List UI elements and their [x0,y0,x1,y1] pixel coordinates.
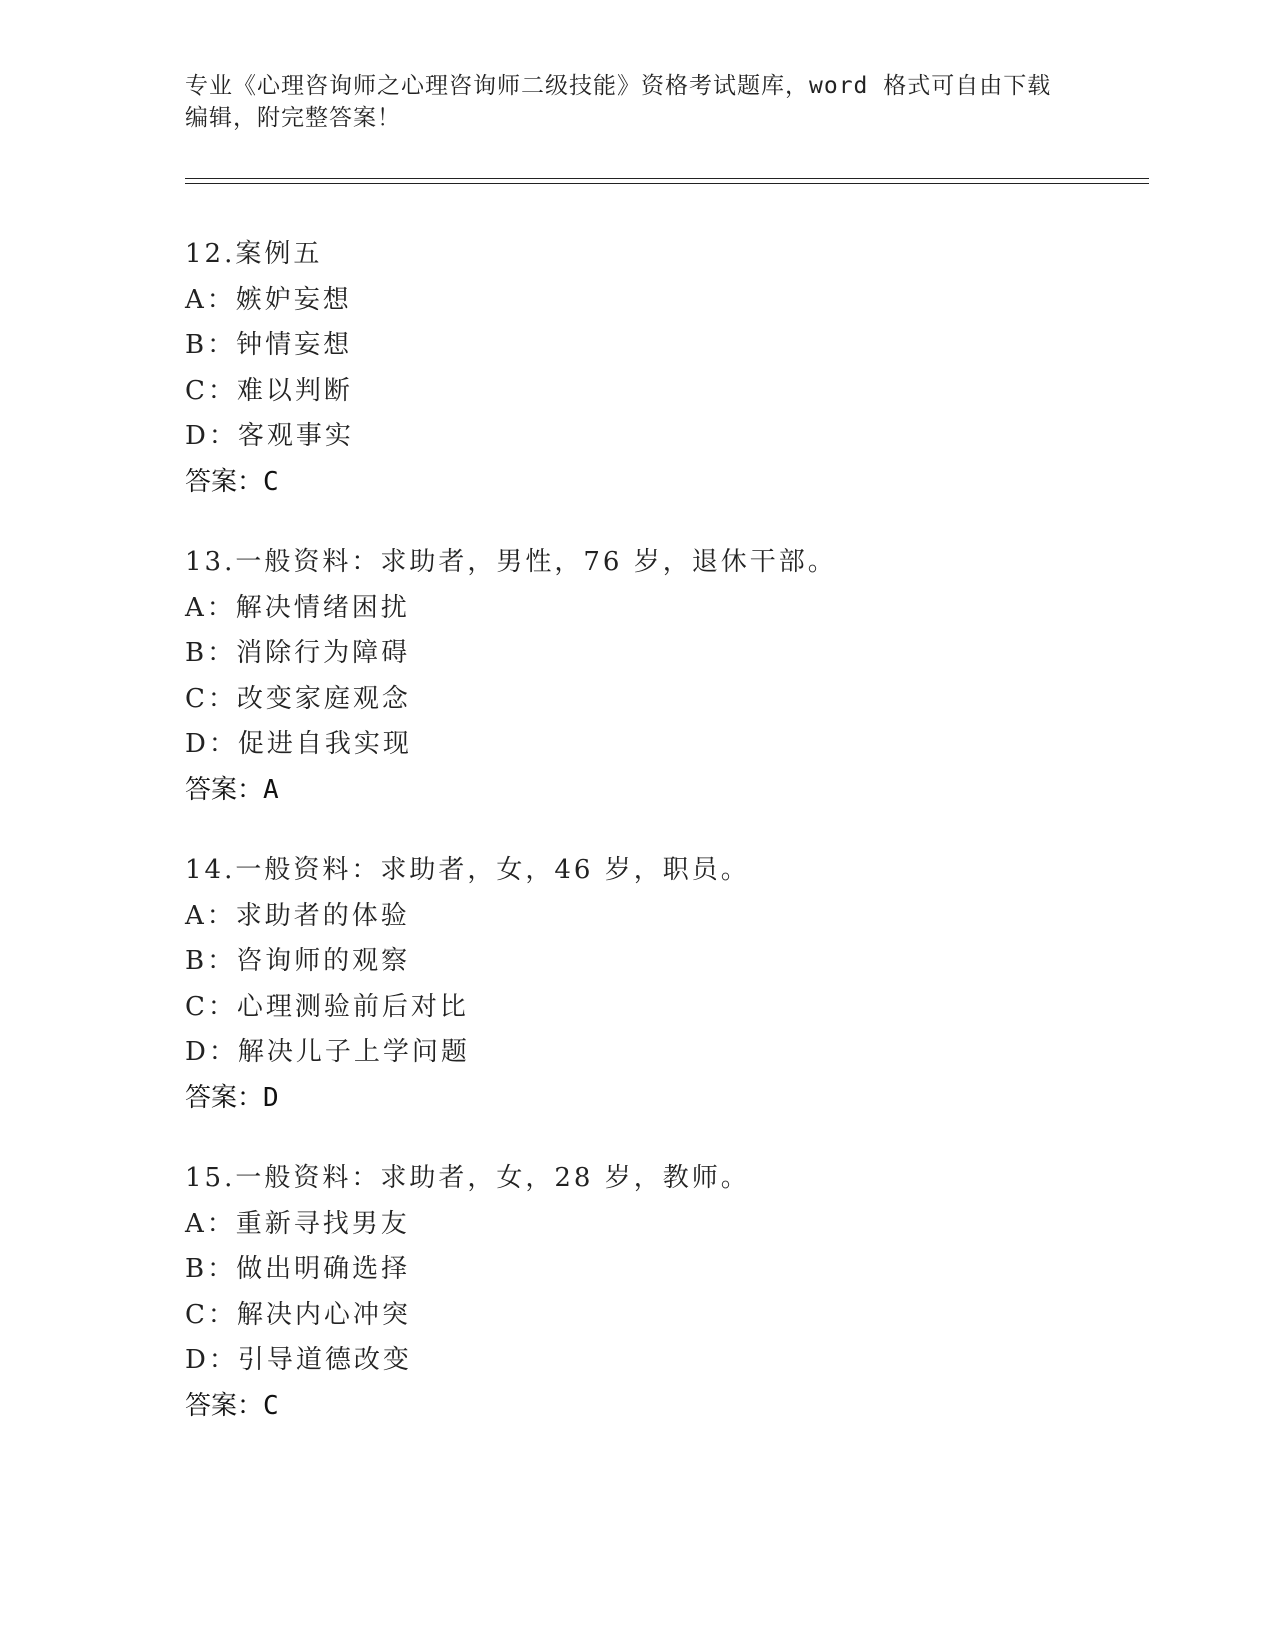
question-stem: 12.案例五 [185,239,323,269]
answer-line: 答案：C [185,1390,279,1421]
header-line-2: 编辑，附完整答案！ [185,105,401,131]
option-d: D：客观事实 [185,421,354,451]
question-list [185,232,1145,1464]
question-stem: 14.一般资料：求助者，女，46 岁，职员。 [185,855,750,885]
question-12 [185,232,1145,505]
option-b: B：钟情妄想 [185,330,353,360]
document-header [185,70,1065,134]
answer-line: 答案：A [185,774,279,805]
header-divider-bottom [185,183,1149,184]
answer-line: 答案：D [185,1082,279,1113]
question-stem: 15.一般资料：求助者，女，28 岁，教师。 [185,1163,750,1193]
option-b: B：咨询师的观察 [185,946,411,976]
question-13 [185,540,1145,813]
option-c: C：解决内心冲突 [185,1299,411,1330]
option-c: C：心理测验前后对比 [185,991,469,1022]
option-d: D：解决儿子上学问题 [185,1037,470,1067]
option-d: D：引导道德改变 [185,1345,412,1375]
question-15 [185,1156,1145,1429]
question-stem: 13.一般资料：求助者，男性，76 岁，退休干部。 [185,547,837,577]
header-divider-top [185,178,1149,179]
option-b: B：做出明确选择 [185,1254,411,1284]
option-b: B：消除行为障碍 [185,638,411,668]
header-line-1: 专业《心理咨询师之心理咨询师二级技能》资格考试题库，word 格式可自由下载 [185,73,1052,99]
option-d: D：促进自我实现 [185,729,412,759]
question-14 [185,848,1145,1121]
option-a: A：嫉妒妄想 [185,284,352,315]
option-a: A：解决情绪困扰 [185,592,410,623]
option-a: A：重新寻找男友 [185,1208,410,1239]
option-c: C：难以判断 [185,375,353,406]
answer-line: 答案：C [185,466,279,497]
option-c: C：改变家庭观念 [185,683,411,714]
option-a: A：求助者的体验 [185,900,410,931]
